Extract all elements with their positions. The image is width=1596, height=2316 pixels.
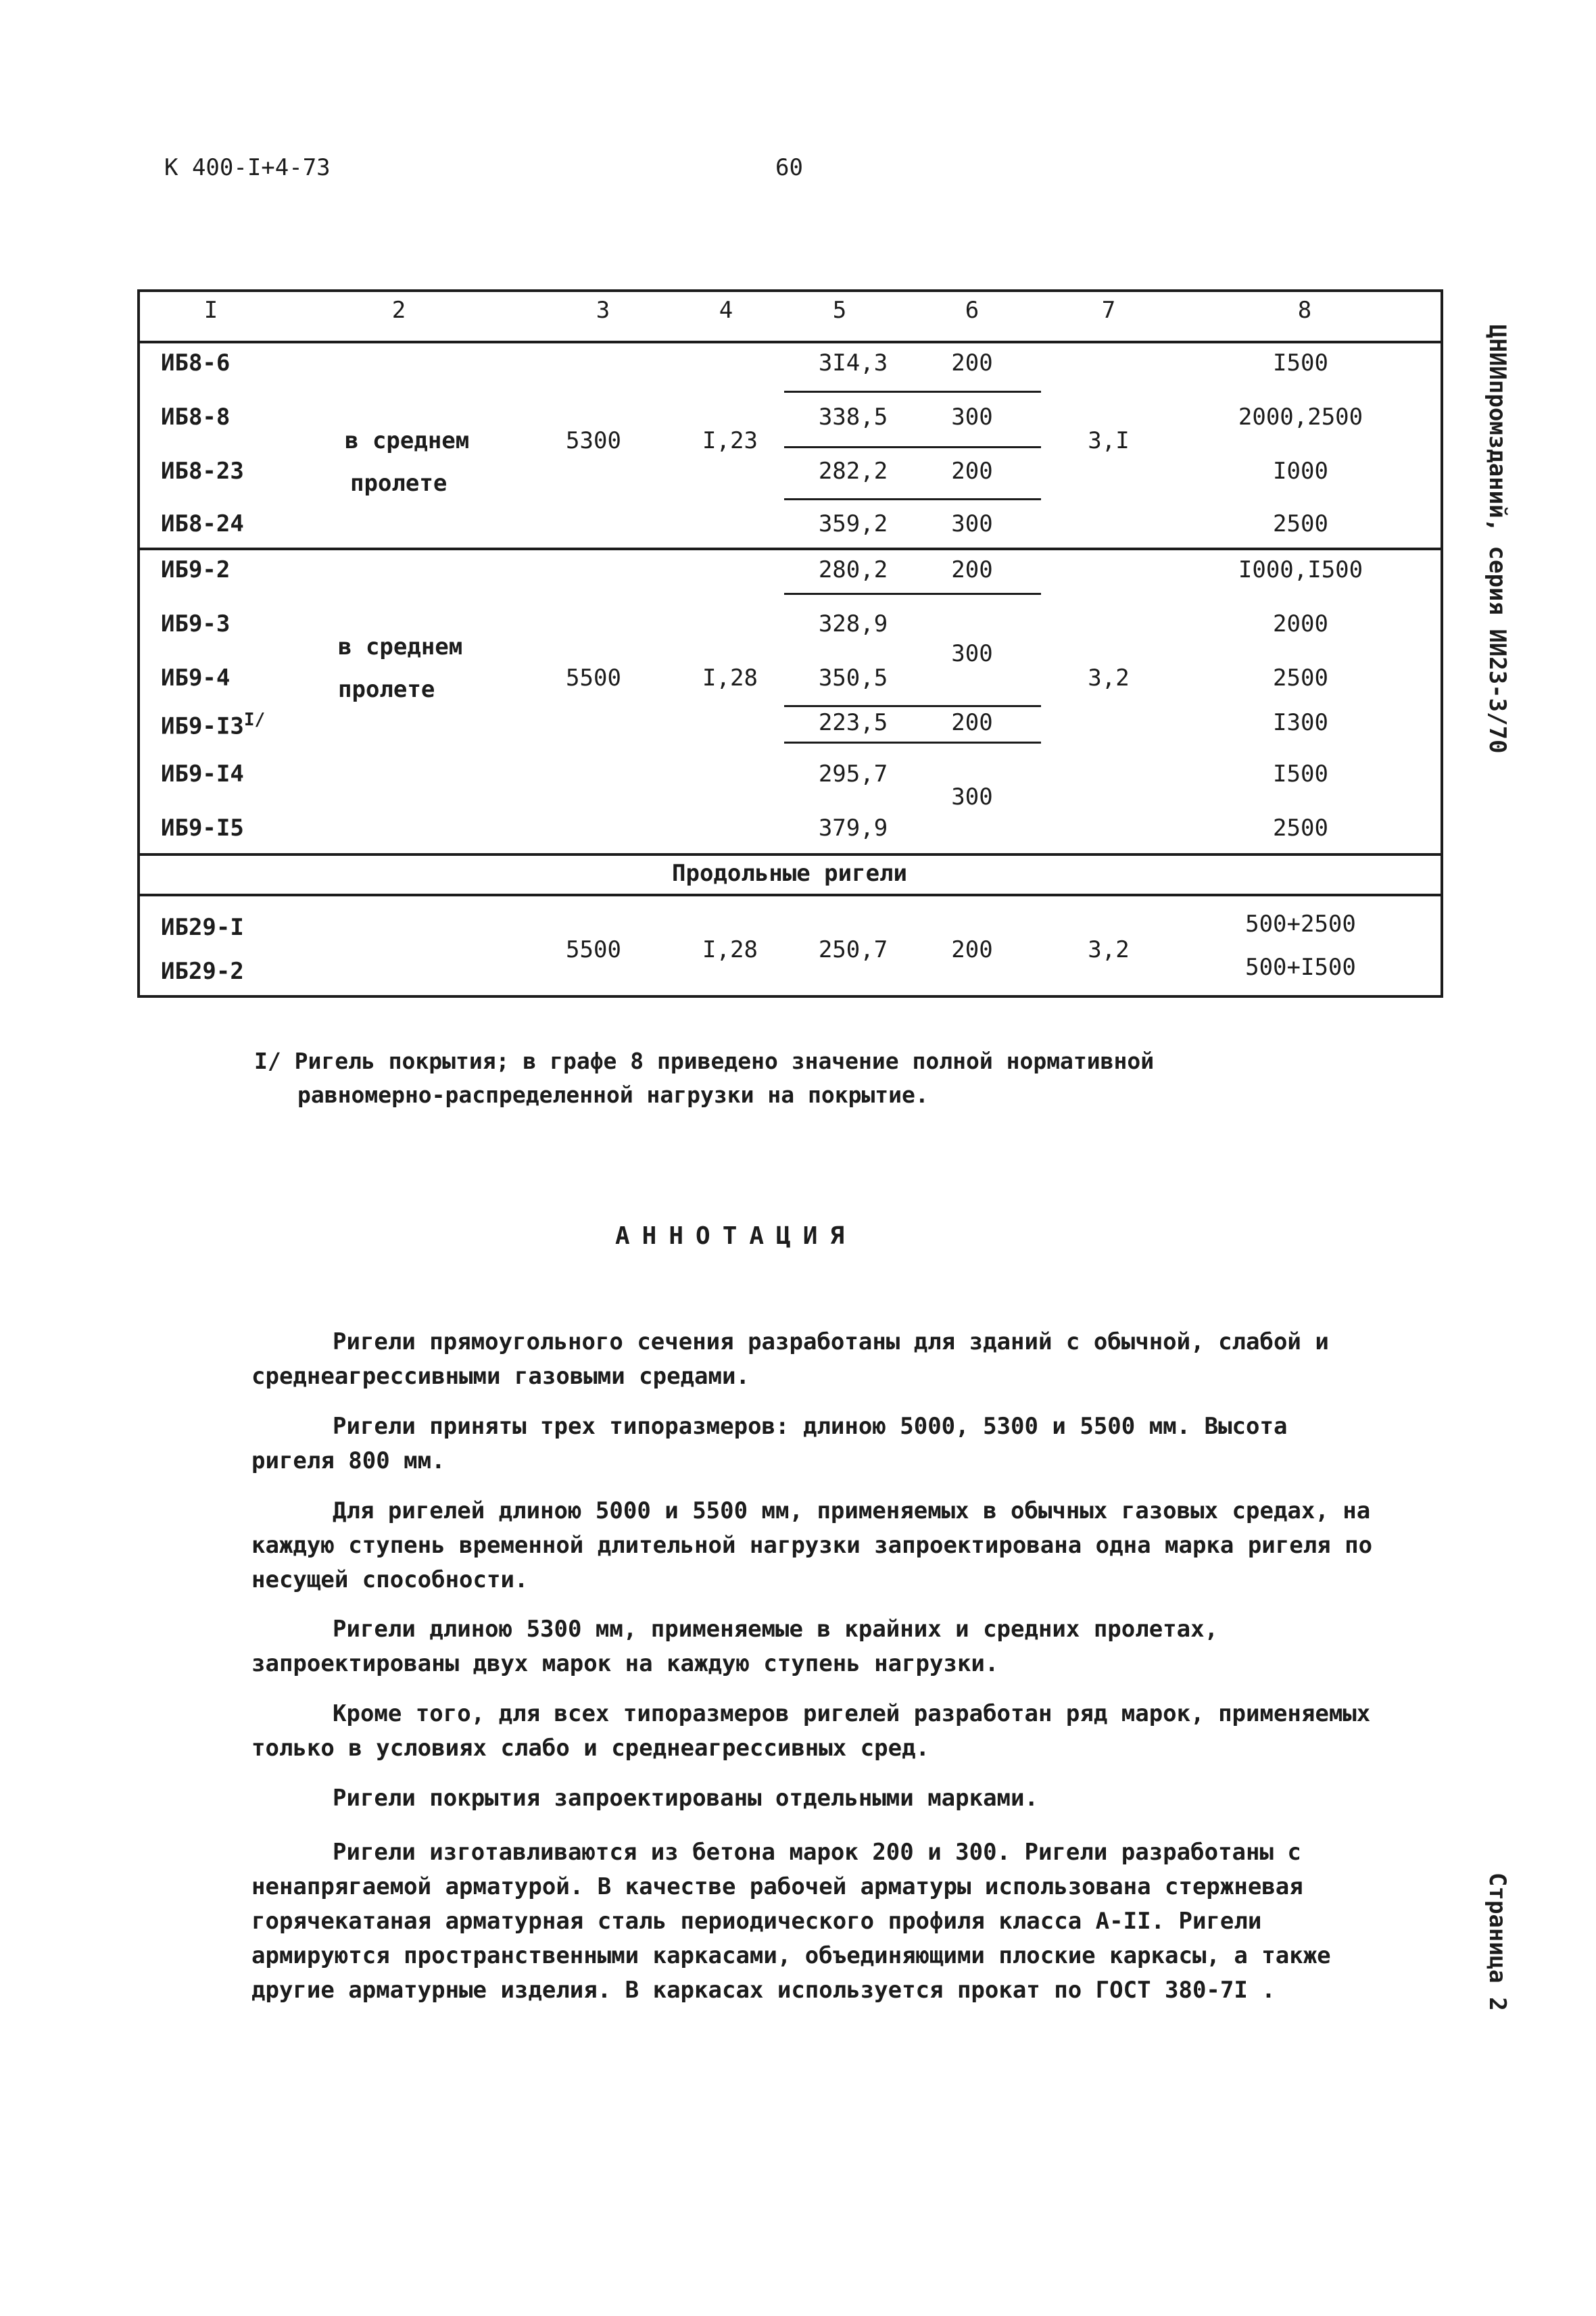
value-col8: I300 (1273, 709, 1328, 736)
table-row-mark: $ИБ9-I3^{I/}$ (161, 710, 266, 740)
paragraph: Ригели изготавливаются из бетона марок 200 и 300. Ригели разработаны с ненапрягаемой арматурой. В качестве рабочей арматуры использована стержневая горячекатаная арматурная сталь периодического профиля класса А-II. Ригели армируются пространственными каркасами, объединяющими плоские каркасы, а также другие арматурные изделия. В каркасах используется прокат по ГОСТ 380-7I . (251, 1839, 1331, 2004)
coefficient: I,23 (702, 427, 758, 454)
page-number: 60 (775, 154, 803, 181)
value-col6: 200 (951, 349, 993, 377)
col-header-8: 8 (1297, 297, 1312, 324)
table-row-mark: ИБ9-I4 (161, 761, 244, 788)
footnote-line-1: I/ Ригель покрытия; в графе 8 приведено значение полной нормативной (254, 1048, 1155, 1074)
footnote-marker: I/ (243, 710, 266, 730)
value-col8: I500 (1273, 761, 1328, 788)
value-col6: 200 (951, 936, 993, 963)
table-row-mark: ИБ8-6 (161, 349, 231, 377)
value-col7: 3,2 (1088, 936, 1130, 963)
paragraph: Ригели приняты трех типоразмеров: длиною 5000, 5300 и 5500 мм. Высота ригеля 800 мм. (251, 1413, 1288, 1474)
value-col5: 280,2 (818, 556, 888, 583)
value-col6: 200 (951, 709, 993, 736)
side-series-label: ЦНИИпромзданий, серия ИИ23-3/70 (1484, 324, 1511, 754)
coefficient: I,28 (702, 665, 758, 692)
value-col6: 300 (951, 404, 993, 431)
value-col8: 500+2500 (1245, 911, 1356, 938)
col-header-6: 6 (965, 297, 980, 324)
value-col8: 2500 (1273, 815, 1328, 842)
location-line-1: в среднем (338, 633, 463, 660)
span-length: 5500 (566, 665, 621, 692)
table-row-mark: ИБ29-2 (161, 958, 244, 985)
paragraph: Ригели покрытия запроектированы отдельными марками. (333, 1785, 1038, 1812)
side-page-label: Страница 2 (1484, 1873, 1511, 2011)
value-col8: 2000,2500 (1238, 404, 1363, 431)
col-header-1: I (203, 297, 218, 324)
paragraph: Ригели длиною 5300 мм, применяемые в крайних и средних пролетах, запроектированы двух марок на каждую ступень нагрузки. (251, 1616, 1219, 1677)
table-row-mark: ИБ8-8 (161, 404, 231, 431)
paragraph: Ригели прямоугольного сечения разработаны для зданий с обычной, слабой и среднеагрессивными газовыми средами. (251, 1328, 1329, 1390)
table-row-mark: ИБ9-I5 (161, 815, 244, 842)
value-col5: 379,9 (818, 815, 888, 842)
table-row-mark: ИБ9-3 (161, 610, 231, 637)
value-col7: 3,2 (1088, 665, 1130, 692)
value-col8: I000,I500 (1238, 556, 1363, 583)
value-col8: 2000 (1273, 610, 1328, 637)
footnote-line-2: равномерно-распределенной нагрузки на покрытие. (297, 1082, 929, 1108)
span-length: 5500 (566, 936, 621, 963)
paragraph: Кроме того, для всех типоразмеров ригелей разработан ряд марок, применяемых только в условиях слабо и среднеагрессивных сред. (251, 1700, 1371, 1762)
location-line-2: пролете (338, 676, 435, 703)
paragraph: Для ригелей длиною 5000 и 5500 мм, применяемых в обычных газовых средах, на каждую ступень временной длительной нагрузки запроектирована одна марка ригеля по несущей способности. (251, 1497, 1373, 1593)
value-col8: 2500 (1273, 510, 1328, 537)
value-col5: 3I4,3 (818, 349, 888, 377)
annotation-title: АННОТАЦИЯ (615, 1222, 857, 1250)
col-header-4: 4 (719, 297, 733, 324)
value-col6: 300 (951, 640, 993, 667)
span-length: 5300 (566, 427, 621, 454)
value-col6: 200 (951, 458, 993, 485)
value-col5: 250,7 (818, 936, 888, 963)
location-line-1: в среднем (345, 427, 470, 454)
value-col5: 282,2 (818, 458, 888, 485)
col-header-7: 7 (1101, 297, 1116, 324)
value-col5: 295,7 (818, 761, 888, 788)
location-line-2: пролете (350, 470, 448, 497)
value-col5: 328,9 (818, 610, 888, 637)
value-col8: 2500 (1273, 665, 1328, 692)
value-col8: I500 (1273, 349, 1328, 377)
value-col6: 300 (951, 783, 993, 811)
coefficient: I,28 (702, 936, 758, 963)
value-col8: I000 (1273, 458, 1328, 485)
table-row-mark: ИБ8-23 (161, 458, 244, 485)
value-col5: 338,5 (818, 404, 888, 431)
value-col7: 3,I (1088, 427, 1130, 454)
table-row-mark: ИБ9-2 (161, 556, 231, 583)
section-title: Продольные ригели (672, 860, 907, 887)
value-col6: 200 (951, 556, 993, 583)
value-col5: 359,2 (818, 510, 888, 537)
value-col5: 350,5 (818, 665, 888, 692)
col-header-2: 2 (391, 297, 406, 324)
value-col5: 223,5 (818, 709, 888, 736)
col-header-3: 3 (596, 297, 610, 324)
col-header-5: 5 (832, 297, 847, 324)
table-row-mark: ИБ9-4 (161, 665, 231, 692)
value-col8: 500+I500 (1245, 954, 1356, 981)
doc-code: К 400-I+4-73 (164, 154, 331, 181)
value-col6: 300 (951, 510, 993, 537)
table-row-mark: ИБ29-I (161, 914, 244, 941)
table-row-mark: ИБ8-24 (161, 510, 244, 537)
